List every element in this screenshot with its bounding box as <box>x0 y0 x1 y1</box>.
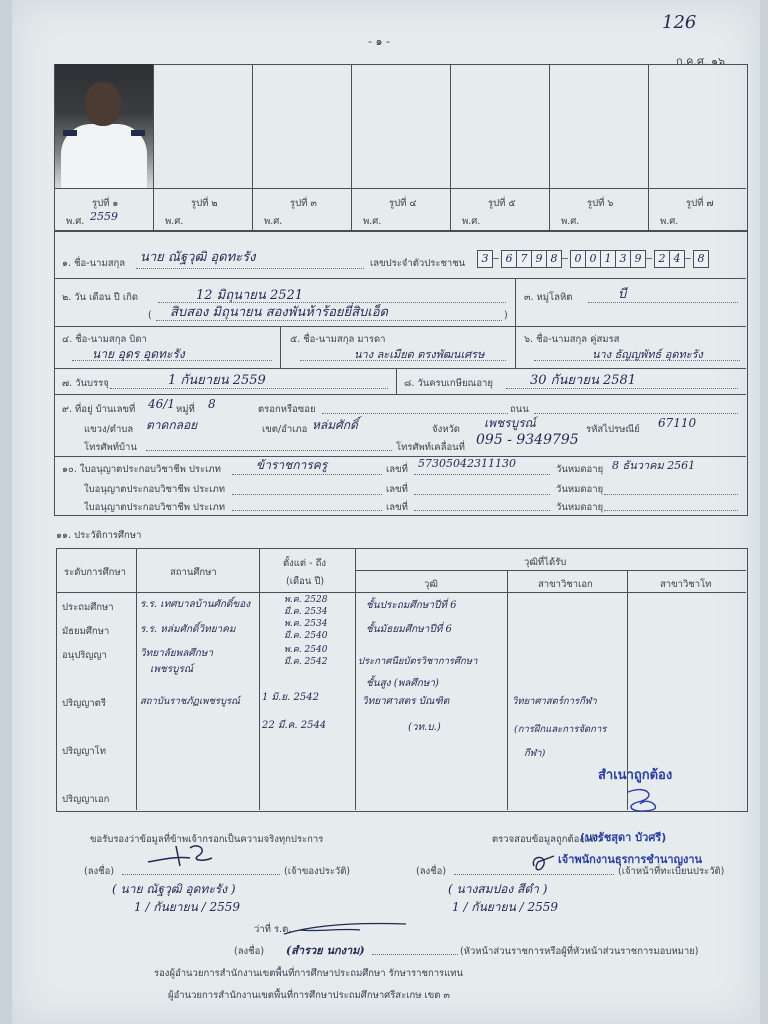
license-no-label-1: เลขที่ <box>386 464 408 475</box>
edu-period-start: พ.ค. 2534 <box>284 619 328 629</box>
photo-col-line <box>351 64 352 230</box>
dotted-line <box>604 510 738 511</box>
photo-year-prefix-3: พ.ศ. <box>264 216 283 227</box>
road-label: ถนน <box>510 404 529 415</box>
col-divider <box>515 326 516 368</box>
row-divider <box>54 394 746 395</box>
photo-year-prefix-4: พ.ศ. <box>363 216 382 227</box>
photo-label-2: รูปที่ ๒ <box>191 198 218 209</box>
license-exp-label-2: วันหมดอายุ <box>556 484 604 495</box>
license-label-2: ใบอนุญาตประกอบวิชาชีพ ประเภท <box>84 484 226 495</box>
photo-label-6: รูปที่ ๖ <box>587 198 614 209</box>
table-header-divider <box>355 570 746 571</box>
header-major: สาขาวิชาเอก <box>538 579 593 590</box>
photo-epaulette <box>63 130 77 136</box>
amphoe-value: หล่มศักดิ์ <box>312 418 358 432</box>
id-digit: 9 <box>630 250 646 268</box>
id-digit: 8 <box>693 250 709 268</box>
id-digit: 4 <box>669 250 685 268</box>
dotted-line <box>232 510 382 511</box>
photo-year-1: 2559 <box>90 210 118 223</box>
owner-role: (เจ้าของประวัติ) <box>284 866 351 877</box>
photo-col-line <box>648 64 649 230</box>
id-digit: 2 <box>654 250 670 268</box>
edu-level: ปริญญาโท <box>62 746 107 757</box>
col-divider <box>280 326 281 368</box>
spouse-label: ๖. ชื่อ-นามสกุล คู่สมรส <box>524 334 620 345</box>
spouse-value: นาง ธัญญพัทธ์ อุดทะรัง <box>592 348 703 361</box>
row-divider <box>54 368 746 369</box>
father-label: ๔. ชื่อ-นามสกุล บิดา <box>62 334 147 345</box>
owner-date: 1 / กันยายน / 2559 <box>134 900 240 914</box>
photo-col-line <box>252 64 253 230</box>
photo-divider <box>54 188 746 189</box>
owner-name: ( นาย ณัฐวุฒิ อุดทะรัง ) <box>112 882 236 896</box>
photo-year-prefix-7: พ.ศ. <box>660 216 679 227</box>
photo-label-4: รูปที่ ๔ <box>389 198 417 209</box>
paren-close: ) <box>504 310 508 321</box>
edu-period-end: มี.ค. 2542 <box>284 657 328 667</box>
photo-col-line <box>450 64 451 230</box>
edu-major-2: (การฝึกและการจัดการ <box>514 724 607 735</box>
mother-value: นาง ละเมียด ตรงพัฒนเศรษ <box>354 348 485 361</box>
dotted-line <box>534 413 738 414</box>
dotted-line <box>414 474 550 475</box>
edu-degree: ชั้นมัธยมศึกษาปีที่ 6 <box>366 624 452 635</box>
province-value: เพชรบูรณ์ <box>484 416 536 430</box>
edu-period-end: มี.ค. 2534 <box>284 607 328 617</box>
header-period-sub: (เดือน ปี) <box>286 576 325 587</box>
edu-school: ร.ร. เทศบาลบ้านศักดิ์ของ <box>140 599 251 610</box>
photo-label-3: รูปที่ ๓ <box>290 198 317 209</box>
dotted-line <box>588 302 738 303</box>
col-divider <box>515 278 516 326</box>
edu-period-start: พ.ค. 2540 <box>284 645 328 655</box>
id-digit: 8 <box>546 250 562 268</box>
acting-rank: ว่าที่ ร.ต. <box>254 924 292 935</box>
photo-face <box>85 82 121 126</box>
father-value: นาย อุดร อุดทะรัง <box>92 347 185 361</box>
photo-label-5: รูปที่ ๕ <box>488 198 516 209</box>
director-title-2: ผู้อำนวยการสำนักงานเขตพื้นที่การศึกษาประถมศึกษาศรีสะเกษ เขต ๓ <box>168 990 450 1001</box>
director-role: (หัวหน้าส่วนราชการหรือผู้ที่หัวหน้าส่วนราชการมอบหมาย) <box>460 946 699 957</box>
mobile-label: โทรศัพท์เคลื่อนที่ <box>396 442 465 453</box>
owner-sign-label: (ลงชื่อ) <box>84 866 115 877</box>
header-school: สถานศึกษา <box>170 567 217 578</box>
house-no-value: 46/1 <box>148 397 175 411</box>
appoint-label: ๗. วันบรรจุ <box>62 378 109 389</box>
dotted-line <box>146 450 392 451</box>
photo-year-prefix-1: พ.ศ. <box>66 216 85 227</box>
dotted-line <box>604 494 738 495</box>
paren-open: ( <box>148 310 152 321</box>
id-label: เลขประจำตัวประชาชน <box>370 258 466 269</box>
dotted-line <box>322 413 508 414</box>
name-value: นาย ณัฐวุฒิ อุดทะรัง <box>140 250 256 265</box>
province-label: จังหวัด <box>432 424 460 435</box>
id-separator <box>685 258 691 259</box>
retire-label: ๘. วันครบเกษียณอายุ <box>404 378 493 389</box>
dotted-line <box>414 510 550 511</box>
license-label-3: ใบอนุญาตประกอบวิชาชีพ ประเภท <box>84 502 226 513</box>
dotted-line <box>232 494 382 495</box>
header-period: ตั้งแต่ - ถึง <box>283 558 326 569</box>
license-type-value: ข้าราชการครู <box>256 458 328 472</box>
id-digit: 3 <box>477 250 493 268</box>
moo-value: 8 <box>208 397 216 411</box>
license-no-label-2: เลขที่ <box>386 484 408 495</box>
edu-school: ร.ร. หล่มศักดิ์วิทยาคม <box>140 624 236 635</box>
stamp-signature <box>618 784 668 818</box>
dotted-line <box>136 268 364 269</box>
license-exp-label-1: วันหมดอายุ <box>556 464 604 475</box>
registrar-name: ( นางสมปอง สีดำ ) <box>448 882 548 896</box>
checker-text: ตรวจสอบข้อมูลถูกต้องแล้ว <box>492 834 602 845</box>
address-label: ๙. ที่อยู่ บ้านเลขที่ <box>62 404 136 415</box>
certify-text: ขอรับรองว่าข้อมูลที่ข้าพเจ้ากรอกเป็นความจริงทุกประการ <box>90 834 324 845</box>
photo-year-prefix-2: พ.ศ. <box>165 216 184 227</box>
moo-label: หมู่ที่ <box>176 404 195 415</box>
header-degree: วุฒิ <box>424 579 438 590</box>
phone-label: โทรศัพท์บ้าน <box>84 442 137 453</box>
edu-level: ประถมศึกษา <box>62 602 114 613</box>
certified-copy-stamp: สำเนาถูกต้อง <box>598 768 673 783</box>
portrait-photo <box>55 64 153 188</box>
edu-period-end: 22 มี.ค. 2544 <box>262 720 327 731</box>
col-divider <box>396 368 397 394</box>
license-no-label-3: เลขที่ <box>386 502 408 513</box>
license-no-value: 57305042311130 <box>418 457 516 470</box>
edu-period-end: มี.ค. 2540 <box>284 631 328 641</box>
tambon-label: แขวง/ตำบล <box>84 424 134 435</box>
license-label-1: ๑๐. ใบอนุญาตประกอบวิชาชีพ ประเภท <box>62 464 221 475</box>
checker-stamp-title: เจ้าพนักงานธุรการชำนาญงาน <box>558 853 703 866</box>
director-title-1: รองผู้อำนวยการสำนักงานเขตพื้นที่การศึกษาประถมศึกษา รักษาราชการแทน <box>154 968 464 979</box>
mobile-value: 095 - 9349795 <box>476 432 579 448</box>
photo-year-prefix-5: พ.ศ. <box>462 216 481 227</box>
registrar-sign-label: (ลงชื่อ) <box>416 866 447 877</box>
id-digit: 0 <box>570 250 586 268</box>
birth-value: 12 มิถุนายน 2521 <box>196 288 304 303</box>
table-col-line <box>136 548 137 810</box>
retire-value: 30 กันยายน 2581 <box>530 373 637 388</box>
photo-year-prefix-6: พ.ศ. <box>561 216 580 227</box>
table-col-line <box>355 548 356 810</box>
header-degree-group: วุฒิที่ได้รับ <box>524 557 567 568</box>
page-number: - ๑ - <box>368 35 390 48</box>
edu-school-2: เพชรบูรณ์ <box>150 664 194 675</box>
edu-degree: วิทยาศาสตร บัณฑิต <box>362 696 450 707</box>
dotted-line <box>414 494 550 495</box>
edu-degree: ชั้นประถมศึกษาปีที่ 6 <box>366 600 457 611</box>
edu-degree-2: ชั้นสูง (พลศึกษา) <box>366 678 439 689</box>
form-code: ก.ค.ศ. ๑๖ <box>676 55 725 68</box>
blood-label: ๓. หมู่โลหิต <box>524 292 573 303</box>
name-label: ๑. ชื่อ-นามสกุล <box>62 258 126 269</box>
table-col-line <box>507 570 508 810</box>
mother-label: ๕. ชื่อ-นามสกุล มารดา <box>290 334 386 345</box>
edu-level: ปริญญาเอก <box>62 794 110 805</box>
header-level: ระดับการศึกษา <box>64 567 126 578</box>
id-digit: 9 <box>531 250 547 268</box>
edu-school: สถาบันราชภัฏเพชรบูรณ์ <box>140 696 240 707</box>
corner-number: 126 <box>662 12 697 33</box>
registrar-signature <box>528 852 558 876</box>
id-digit: 6 <box>501 250 517 268</box>
edu-school: วิทยาลัยพลศึกษา <box>140 648 213 659</box>
director-name: (สำรวย นกงาม) <box>286 944 365 957</box>
edu-period-start: 1 มิ.ย. 2542 <box>262 692 319 703</box>
director-signature <box>280 918 410 940</box>
registrar-date: 1 / กันยายน / 2559 <box>452 900 558 914</box>
postal-value: 67110 <box>658 416 697 430</box>
amphoe-label: เขต/อำเภอ <box>262 424 308 435</box>
photo-label-7: รูปที่ ๗ <box>686 198 714 209</box>
registrar-role: (เจ้าหน้าที่ทะเบียนประวัติ) <box>618 866 725 877</box>
education-title: ๑๑. ประวัติการศึกษา <box>56 530 142 541</box>
id-separator <box>562 258 568 259</box>
checker-stamp-name: (นงรัชสุดา บัวศรี) <box>580 831 667 844</box>
id-digit: 1 <box>600 250 616 268</box>
tambon-value: ตาดกลอย <box>146 418 198 432</box>
edu-degree: ประกาศนียบัตรวิชาการศึกษา <box>358 656 478 667</box>
photo-col-line <box>153 64 154 230</box>
director-sign-label: (ลงชื่อ) <box>234 946 265 957</box>
soi-label: ตรอกหรือซอย <box>258 404 316 415</box>
owner-signature <box>146 840 216 870</box>
edu-level: อนุปริญญา <box>62 650 107 661</box>
edu-major: วิทยาศาสตร์การกีฬา <box>512 696 597 707</box>
id-separator <box>646 258 652 259</box>
id-digit: 0 <box>585 250 601 268</box>
row-divider <box>54 278 746 279</box>
id-digit: 7 <box>516 250 532 268</box>
birth-value-text: สิบสอง มิถุนายน สองพันห้าร้อยยี่สิบเอ็ด <box>170 305 388 320</box>
edu-major-3: กีฬา) <box>524 748 546 759</box>
license-exp-value: 8 ธันวาคม 2561 <box>612 459 696 472</box>
id-separator <box>493 258 499 259</box>
edu-degree-2: (วท.บ.) <box>408 722 441 733</box>
header-minor: สาขาวิชาโท <box>660 579 712 590</box>
appoint-value: 1 กันยายน 2559 <box>168 373 266 388</box>
edu-level: มัธยมศึกษา <box>62 626 110 637</box>
table-header-bottom <box>56 592 746 593</box>
postal-label: รหัสไปรษณีย์ <box>586 424 640 435</box>
table-col-line <box>259 548 260 810</box>
id-digit: 3 <box>615 250 631 268</box>
photo-epaulette <box>131 130 145 136</box>
edu-level: ปริญญาตรี <box>62 698 106 709</box>
signature-line <box>372 954 458 955</box>
blood-value: บี <box>618 287 627 302</box>
license-exp-label-3: วันหมดอายุ <box>556 502 604 513</box>
photo-label-1: รูปที่ ๑ <box>92 198 119 209</box>
row-divider <box>54 326 746 327</box>
signature-line <box>122 874 280 875</box>
photo-col-line <box>549 64 550 230</box>
birth-label: ๒. วัน เดือน ปี เกิด <box>62 292 139 303</box>
edu-period-start: พ.ค. 2528 <box>284 595 328 605</box>
